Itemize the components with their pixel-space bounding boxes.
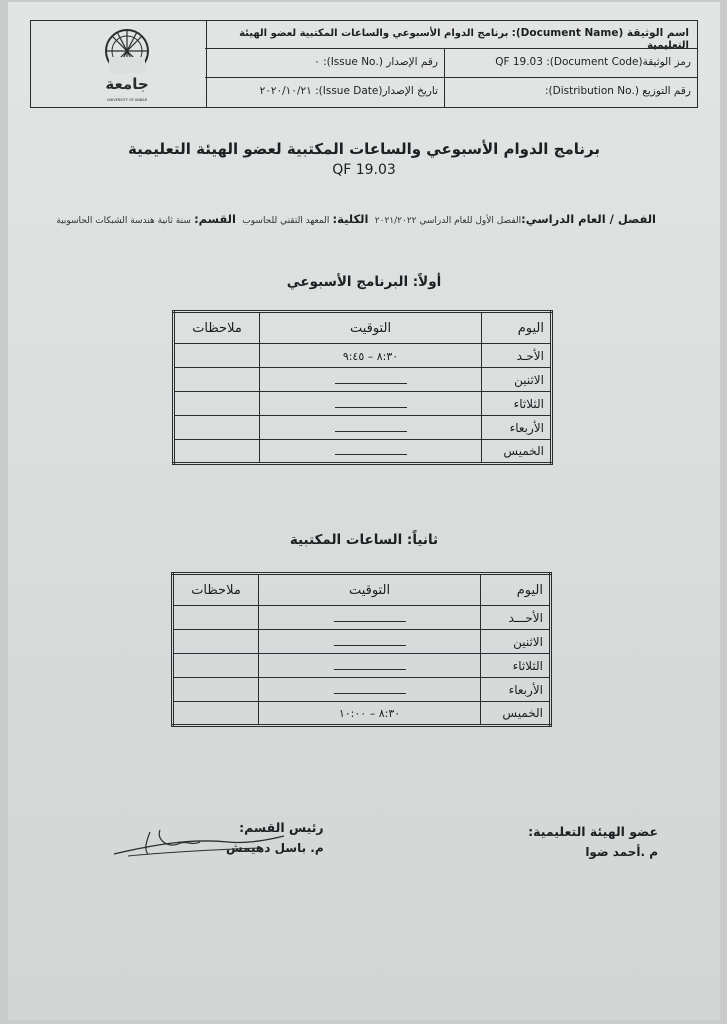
doc-code-value: QF 19.03: [495, 56, 543, 68]
department-label: القسم:: [194, 212, 236, 226]
header-time: التوقيت: [259, 574, 481, 606]
notes-cell: [173, 678, 259, 702]
day-cell: الأحـــد: [481, 606, 551, 630]
table-row: [174, 368, 552, 392]
notes-cell: [173, 654, 259, 678]
blank-line: [334, 685, 406, 694]
table-row: [173, 606, 551, 630]
page-title: برنامج الدوام الأسبوعي والساعات المكتبية لعضو الهيئة التعليمية: [128, 140, 600, 158]
table-row: [173, 702, 551, 726]
header-notes: ملاحظات: [174, 312, 260, 344]
day-cell: الاثنين: [482, 368, 552, 392]
issue-date-value: ٢٠٢٠/١٠/٢١: [259, 85, 312, 97]
notes-cell: [174, 392, 260, 416]
faculty-label: عضو الهيئة التعليمية:: [528, 824, 658, 839]
department-value: سنة ثانية هندسة الشبكات الحاسوبية: [56, 216, 191, 226]
table-header-row: [173, 574, 551, 606]
time-cell: [259, 606, 481, 630]
time-cell: [259, 630, 481, 654]
time-cell: [260, 368, 482, 392]
notes-cell: [173, 630, 259, 654]
time-value: ٨:٣٠ – ٩:٤٥: [342, 349, 399, 363]
day-cell: الأربعاء: [481, 678, 551, 702]
logo-text: جامعة: [105, 75, 149, 93]
time-cell: [260, 416, 482, 440]
doc-name-value: برنامج الدوام الأسبوعي والساعات المكتبية لعضو الهيئة التعليمية: [239, 28, 689, 51]
office-hours-table: [171, 572, 552, 727]
day-cell: الخميس: [482, 440, 552, 464]
semester-value: الفصل الأول للعام الدراسي ٢٠٢١/٢٠٢٢: [374, 216, 522, 226]
issue-no-value: ٠: [314, 56, 320, 68]
weekly-schedule-title: أولاً: البرنامج الأسبوعي: [286, 274, 442, 290]
form-code: QF 19.03: [332, 162, 396, 178]
document-header-table: [30, 20, 698, 108]
header-row-code: [205, 49, 697, 78]
blank-line: [334, 637, 406, 646]
distribution-cell: [445, 78, 697, 107]
time-cell: [259, 702, 481, 726]
header-day: اليوم: [481, 574, 551, 606]
doc-code-label: رمز الوثيقة(Document Code):: [546, 56, 691, 68]
semester-label: الفصل / العام الدراسي:: [521, 212, 656, 226]
table-row: [174, 440, 552, 464]
time-cell: [259, 654, 481, 678]
day-cell: الأحـد: [482, 344, 552, 368]
table-header-row: [174, 312, 552, 344]
day-cell: الأربعاء: [482, 416, 552, 440]
table-row: [174, 416, 552, 440]
document-page: [8, 2, 720, 1020]
header-row-document-name: [205, 21, 697, 49]
notes-cell: [173, 606, 259, 630]
table-row: [173, 630, 551, 654]
faculty-name: م .أحمد ضوا: [585, 845, 658, 859]
distribution-label: رقم التوزيع (.Distribution No):: [545, 85, 691, 97]
college-label: الكلية:: [332, 212, 369, 226]
college-value: المعهد التقني للحاسوب: [242, 216, 330, 226]
header-time: التوقيت: [260, 312, 482, 344]
notes-cell: [174, 440, 260, 464]
header-day: اليوم: [482, 312, 552, 344]
day-cell: الثلاثاء: [481, 654, 551, 678]
header-row-distribution: [205, 78, 697, 107]
faculty-signature-block: [528, 824, 658, 859]
day-cell: الخميس: [481, 702, 551, 726]
doc-name-label: اسم الوثيقة (Document Name):: [511, 27, 689, 39]
course-info-line: [16, 212, 656, 226]
university-logo-icon: [31, 21, 207, 107]
head-label: رئيس القسم:: [239, 820, 324, 835]
notes-cell: [174, 416, 260, 440]
table-row: [173, 654, 551, 678]
day-cell: الثلاثاء: [482, 392, 552, 416]
office-hours-title: ثانياً: الساعات المكتبية: [289, 532, 439, 548]
handwritten-signature-icon: [108, 824, 288, 864]
table-row: [173, 678, 551, 702]
issue-no-label: رقم الإصدار (.Issue No):: [323, 56, 438, 68]
time-value: ٨:٣٠ – ١٠:٠٠: [338, 707, 401, 720]
doc-code-cell: [445, 49, 697, 77]
header-notes: ملاحظات: [173, 574, 259, 606]
head-name: م. باسل دهيمش: [226, 841, 324, 855]
time-cell: [259, 678, 481, 702]
blank-line: [335, 446, 407, 455]
blank-line: [335, 375, 407, 384]
issue-date-cell: [205, 78, 445, 107]
blank-line: [334, 613, 406, 622]
issue-date-label: تاريخ الإصدار(Issue Date):: [315, 85, 438, 97]
table-row: [174, 344, 552, 368]
time-cell: [260, 440, 482, 464]
time-cell: [260, 392, 482, 416]
weekly-schedule-table: [172, 310, 553, 465]
notes-cell: [173, 702, 259, 726]
time-cell: [260, 344, 482, 368]
issue-no-cell: [205, 49, 445, 77]
notes-cell: [174, 368, 260, 392]
blank-line: [335, 399, 407, 408]
notes-cell: [174, 344, 260, 368]
table-row: [174, 392, 552, 416]
university-logo-cell: [31, 21, 207, 107]
day-cell: الاثنين: [481, 630, 551, 654]
blank-line: [334, 661, 406, 670]
logo-subtext: UNIVERSITY OF ANBAR: [106, 98, 148, 102]
blank-line: [335, 423, 407, 432]
